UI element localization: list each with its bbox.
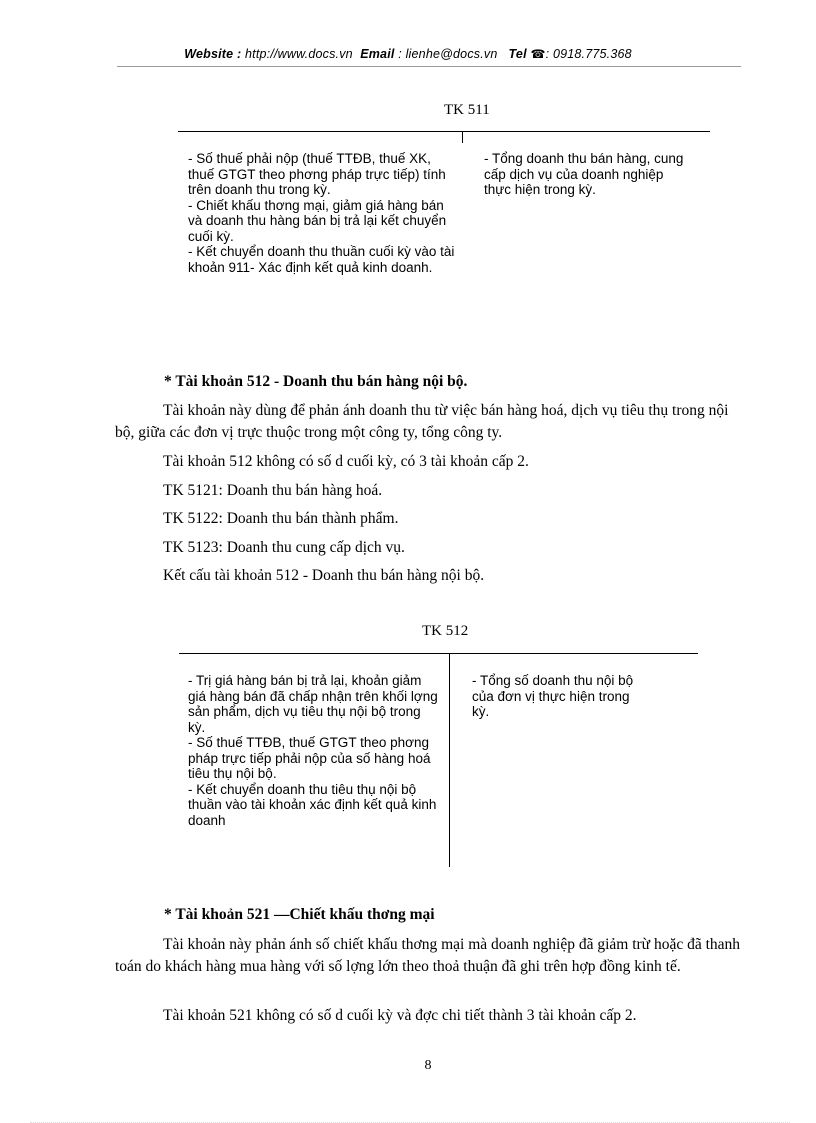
tk512-debit-item: - Kết chuyển doanh thu tiêu thụ nội bộ thuần vào tài khoản xác định kết quả kinh doanh (188, 781, 437, 828)
tk512-debit-item: - Trị giá hàng bán bị trả lại, khoản giảm giá hàng bán đã chấp nhận trên khối lợng sản phẩm, dịch vụ tiêu thụ nội bộ trong kỳ. (188, 673, 438, 735)
tk511-title: TK 511 (444, 102, 490, 118)
email-label: Email (360, 47, 395, 61)
email-value[interactable]: : lienhe@docs.vn (398, 47, 498, 61)
tk5122-line: TK 5122: Doanh thu bán thành phẩm. (163, 510, 399, 527)
section-512-heading: * Tài khoản 512 - Doanh thu bán hàng nội bộ. (164, 373, 468, 390)
section-512-description: Tài khoản này dùng để phản ánh doanh thu từ việc bán hàng hoá, dịch vụ tiêu thụ trong nội bộ, giữa các đơn vị trực thuộc trong một công ty, tổng công ty. (115, 402, 729, 441)
section-512-balance-note: Tài khoản 512 không có số d cuối kỳ, có 3 tài khoản cấp 2. (163, 453, 529, 470)
tk512-credit-side (472, 673, 650, 720)
page-header (0, 47, 816, 61)
tk511-horizontal-line (178, 131, 710, 132)
tk512-structure-line: Kết cấu tài khoản 512 - Doanh thu bán hàng nội bộ. (163, 567, 485, 584)
section-521-heading: * Tài khoản 521 —Chiết khấu thơng mại (164, 906, 435, 923)
phone-icon: ☎ (530, 47, 546, 61)
tk512-horizontal-line (179, 653, 698, 654)
page-number: 8 (424, 1058, 432, 1073)
tk5123-line: TK 5123: Doanh thu cung cấp dịch vụ. (163, 539, 405, 556)
tk511-debit-item: - Kết chuyển doanh thu thuần cuối kỳ vào tài khoản 911- Xác định kết quả kinh doanh. (188, 244, 455, 275)
tk512-credit-item: - Tổng số doanh thu nội bộ của đơn vị thực hiện trong kỳ. (472, 673, 634, 719)
tk512-debit-side (188, 673, 440, 828)
section-521-description: Tài khoản này phản ánh số chiết khấu thơng mại mà doanh nghiệp đã giảm trừ hoặc đã thanh toán do khách hàng mua hàng với số lợng lớn theo thoả thuận đã ghi trên hợp đồng kinh tế. (115, 936, 741, 975)
tk5121-line: TK 5121: Doanh thu bán hàng hoá. (163, 482, 383, 499)
tk512-title: TK 512 (422, 623, 469, 639)
header-divider (117, 66, 741, 67)
tel-label: Tel (508, 47, 527, 61)
tk511-credit-item: - Tổng doanh thu bán hàng, cung cấp dịch vụ của doanh nghiệp thực hiện trong kỳ. (484, 151, 684, 197)
website-label: Website : (184, 47, 242, 61)
tk511-vertical-line (462, 131, 463, 143)
tk511-debit-side (188, 151, 456, 275)
tel-value: : 0918.775.368 (545, 47, 632, 61)
tk511-credit-side (484, 151, 684, 198)
section-521-balance-note: Tài khoản 521 không có số d cuối kỳ và đợc chi tiết thành 3 tài khoản cấp 2. (163, 1007, 637, 1024)
tk511-debit-item: - Chiết khấu thơng mại, giảm giá hàng bán và doanh thu hàng bán bị trả lại kết chuyển cuối kỳ. (188, 197, 447, 244)
website-value[interactable]: http://www.docs.vn (245, 47, 353, 61)
tk512-vertical-line (449, 653, 450, 867)
tk511-debit-item: - Số thuế phải nộp (thuế TTĐB, thuế XK, thuế GTGT theo phơng pháp trực tiếp) tính trên doanh thu trong kỳ. (188, 151, 446, 197)
tk512-debit-item: - Số thuế TTĐB, thuế GTGT theo phơng pháp trực tiếp phải nộp của số hàng hoá tiêu thụ nội bộ. (188, 735, 431, 781)
